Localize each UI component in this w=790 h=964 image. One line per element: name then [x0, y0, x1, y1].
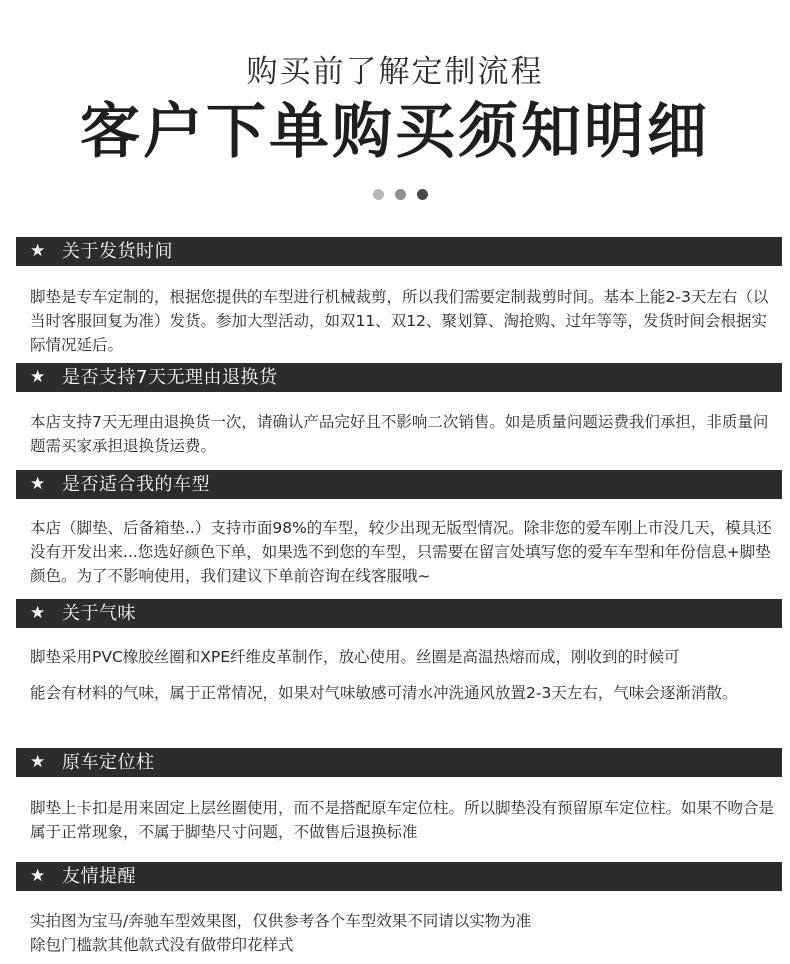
section-paragraph: 脚垫上卡扣是用来固定上层丝圈使用，而不是搭配原车定位柱。所以脚垫没有预留原车定位柱。如果不吻合是属于正常现象，不属于脚垫尺寸问题，不做售后退换标准 — [30, 799, 775, 841]
section-body-odor — [30, 645, 778, 705]
dot-indicator — [373, 189, 384, 200]
section-body-shipping-time — [30, 285, 778, 357]
carousel-dots — [373, 189, 428, 200]
section-heading: 原车定位柱 — [62, 752, 155, 773]
section-header-returns — [16, 363, 782, 392]
section-header-shipping-time — [16, 237, 782, 266]
dot-indicator — [395, 189, 406, 200]
dot-indicator-active — [417, 189, 428, 200]
section-heading: 友情提醒 — [62, 866, 136, 887]
section-paragraph: 除包门槛款其他款式没有做带印花样式 — [30, 936, 294, 954]
section-header-vehicle-fit — [16, 470, 782, 499]
section-header-friendly-reminder — [16, 862, 782, 891]
page-title: 客户下单购买须知明细 — [80, 97, 710, 167]
star-icon: ★ — [30, 241, 46, 261]
section-header-odor — [16, 599, 782, 628]
star-icon: ★ — [30, 603, 46, 623]
star-icon: ★ — [30, 474, 46, 494]
section-body-vehicle-fit — [30, 516, 778, 588]
page-subtitle: 购买前了解定制流程 — [246, 54, 544, 90]
star-icon: ★ — [30, 367, 46, 387]
section-body-locating-posts — [30, 796, 778, 844]
section-paragraph: 本店（脚垫、后备箱垫..）支持市面98%的车型，较少出现无版型情况。除非您的爱车刚上市没几天，模具还没有开发出来...您选好颜色下单，如果选不到您的车型，只需要在留言处填写您的爱车车型和年份信息+脚垫颜色。为了不影响使用，我们建议下单前咨询在线客服哦~ — [30, 519, 772, 585]
section-heading: 是否支持7天无理由退换货 — [62, 367, 278, 388]
section-body-friendly-reminder — [30, 909, 778, 957]
star-icon: ★ — [30, 752, 46, 772]
section-paragraph: 本店支持7天无理由退换货一次，请确认产品完好且不影响二次销售。如是质量问题运费我们承担，非质量问题需买家承担退换货运费。 — [30, 413, 769, 455]
section-body-returns — [30, 410, 778, 458]
page-header — [0, 0, 790, 230]
section-paragraph: 能会有材料的气味，属于正常情况，如果对气味敏感可清水冲洗通风放置2-3天左右，气味会逐渐消散。 — [30, 684, 738, 702]
section-header-locating-posts — [16, 748, 782, 777]
section-paragraph: 脚垫是专车定制的，根据您提供的车型进行机械裁剪，所以我们需要定制裁剪时间。基本上能2-3天左右（以当时客服回复为准）发货。参加大型活动，如双11、双12、聚划算、淘抢购、过年等等，发货时间会根据实际情况延后。 — [30, 288, 769, 354]
star-icon: ★ — [30, 866, 46, 886]
section-heading: 是否适合我的车型 — [62, 474, 210, 495]
section-paragraph: 脚垫采用PVC橡胶丝圈和XPE纤维皮革制作，放心使用。丝圈是高温热熔而成，刚收到的时候可 — [30, 648, 680, 666]
section-heading: 关于发货时间 — [62, 241, 173, 262]
section-heading: 关于气味 — [62, 603, 136, 624]
section-paragraph: 实拍图为宝马/奔驰车型效果图，仅供参考各个车型效果不同请以实物为准 — [30, 912, 532, 930]
